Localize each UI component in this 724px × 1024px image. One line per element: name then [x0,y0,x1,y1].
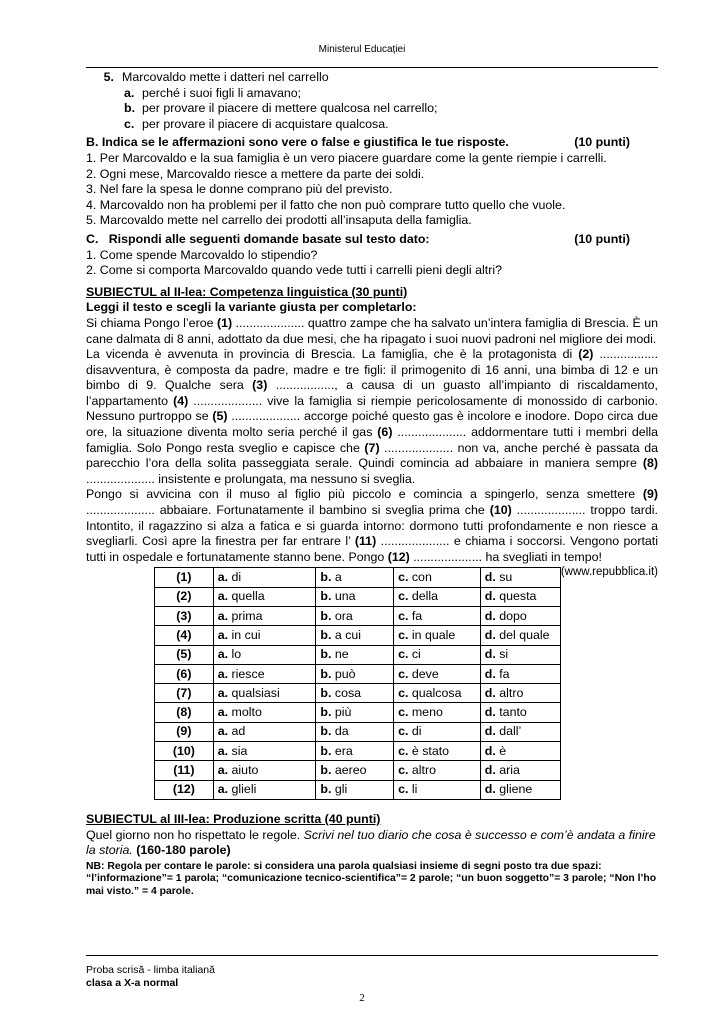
blank-number: (5) [212,409,228,424]
blank-number: (8) [642,456,658,471]
subject-title: SUBIECTUL al II-lea: Competenza linguistica (30 punti) [86,284,408,299]
answer-option: b. ora [316,607,394,626]
answer-option: c. di [394,722,481,741]
item-number: (11) [155,761,214,780]
table-row [155,684,561,703]
section-c [86,232,658,279]
answer-option: a. sia [213,742,316,761]
answer-option: a. glieli [213,780,316,799]
table-row [155,587,561,606]
list-item: 2. Ogni mese, Marcovaldo riesce a mettere da parte dei soldi. [86,166,425,181]
table-row [155,703,561,722]
list-item: 3. Nel fare la spesa le donne comprano più del previsto. [86,182,393,197]
blank-number: (12) [387,549,410,564]
text-segment: .................... ha svegliati in tempo! [409,549,602,564]
blank-number: (4) [173,393,189,408]
text-segment: .................... e chiama i soccorsi. Vengono portati tutti in ospedale e fortunatamente stanno bene. Pongo [86,534,658,564]
source-citation: (www.repubblica.it) [560,566,658,579]
answer-option: b. più [316,703,394,722]
text-segment: .................... abbaiare. Fortunatamente il bambino si sveglia prima che [86,503,490,518]
table-row [155,607,561,626]
blank-number: (7) [364,440,380,455]
answer-option: d. gliene [480,780,560,799]
answer-option: a. in cui [213,626,316,645]
page-content [86,70,658,899]
text-segment: La vicenda è avvenuta in provincia di Brescia. La famiglia, che è la protagonista di [86,347,579,362]
answer-option: d. questa [480,587,560,606]
item-number: (9) [155,722,214,741]
item-number: (6) [155,664,214,683]
answer-option: d. dopo [480,607,560,626]
answer-option: c. ci [394,645,481,664]
text-segment: Si chiama Pongo l’eroe [86,315,217,330]
question-5: 5. Marcovaldo mette i datteri nel carrello a. perché i suoi figli li amavano; b. per provare il piacere di mettere qualcosa nel carrello; c. per provare il piacere di acquistare qualcosa. [103,70,438,131]
answer-option: a. di [213,568,316,587]
option-b: per provare il piacere di mettere qualcosa nel carrello; [142,101,438,116]
answer-option: c. meno [394,703,481,722]
blank-number: (6) [377,425,393,440]
header-rule [86,67,658,68]
answer-option: b. gli [316,780,394,799]
answer-option: b. era [316,742,394,761]
answer-option: c. è stato [394,742,481,761]
section-b [86,135,658,229]
blank-number: (1) [216,315,233,330]
answer-option: c. li [394,780,481,799]
blank-number: (2) [578,347,594,362]
item-number: (3) [155,607,214,626]
answer-option: b. può [316,664,394,683]
answer-option: b. una [316,587,394,606]
list-item: 1. Per Marcovaldo e la sua famiglia è un vero piacere guardare come la gente riempie i carrelli. [86,150,607,165]
item-number: (7) [155,684,214,703]
answer-option: d. tanto [480,703,560,722]
text-segment: .................... insistente e prolungata, ma nessuno si sveglia. [86,471,416,486]
blank-number: (3) [252,378,268,393]
page-number: 2 [359,992,365,1004]
answer-option: a. qualsiasi [213,684,316,703]
item-number: (8) [155,703,214,722]
table-row [155,626,561,645]
answer-option: b. aereo [316,761,394,780]
instruction: Leggi il testo e scegli la variante giusta per completarlo: [86,300,417,315]
answer-option: d. fa [480,664,560,683]
text-segment: Pongo si avvicina con il muso al figlio più piccolo e comincia a spingerlo, senza smettere [86,487,643,502]
answer-option: a. prima [213,607,316,626]
answer-option: d. altro [480,684,560,703]
answer-option: b. ne [316,645,394,664]
answer-option: a. riesce [213,664,316,683]
writing-prompt: Quel giorno non ho rispettato le regole. Scrivi nel tuo diario che cosa è successo e com’è andata a finire la storia. (160-180 parole) [86,827,656,858]
footer [86,964,215,990]
blank-number: (10) [489,503,512,518]
item-number: (5) [155,645,214,664]
blank-number: (9) [642,487,658,502]
table-row [155,742,561,761]
answer-option: d. è [480,742,560,761]
footer-rule [86,955,658,956]
answer-table [154,567,561,800]
answer-option: a. quella [213,587,316,606]
answer-option: c. deve [394,664,481,683]
page-header: Ministerul Educației [318,44,406,55]
option-a: perché i suoi figli li amavano; [142,85,302,100]
table-row [155,722,561,741]
section-points: (10 punti) [574,135,630,150]
section-points: (10 punti) [574,231,630,246]
footer-line: Proba scrisă - limba italiană [86,964,215,976]
answer-option: a. ad [213,722,316,741]
list-item: 5. Marcovaldo mette nel carrello dei prodotti all’insaputa della famiglia. [86,213,472,228]
text-segment: .................... vive la famiglia si riempie pericolosamente di monossido di carbonio. Nessuno purtroppo se [86,393,658,424]
item-number: (2) [155,587,214,606]
answer-option: d. aria [480,761,560,780]
word-count-note: NB: Regola per contare le parole: si considera una parola qualsiasi insieme di segni posto tra due spazi: “l’informazione”= 1 parola; “comunicazione tecnico-scientifica”= 2 parole; “un buon soggetto”= 3 parole; “Non l’ho mai visto.” = 4 parole. [86,860,657,897]
answer-option: c. fa [394,607,481,626]
blank-number: (11) [354,534,377,549]
item-number: (12) [155,780,214,799]
table-row [155,664,561,683]
list-item: 2. Come si comporta Marcovaldo quando vede tutti i carrelli pieni degli altri? [86,263,502,278]
item-number: (1) [155,568,214,587]
subject-3 [86,812,658,899]
answer-option: a. aiuto [213,761,316,780]
text-segment: .................... quattro zampe che ha salvato un’intera famiglia di Brescia. È un cane dalmata di 8 anni, adottato da due mesi, che ha ripagato i suoi nuovi padroni nel migliore dei modi. [86,315,658,346]
section-title: B. Indica se le affermazioni sono vere o false e giustifica le tue risposte. [86,135,509,150]
list-item: 1. Come spende Marcovaldo lo stipendio? [86,247,318,262]
section-title: C. Rispondi alle seguenti domande basate sul testo dato: [86,231,430,246]
text-segment: .................... troppo tardi. Intontito, il ragazzino si alza a fatica e si guarda intorno: dormono tutti profondamente e non riesce a svegliarli. Così apre la finestra per far entrare l’ [86,503,658,549]
answer-option: d. del quale [480,626,560,645]
answer-option: d. si [480,645,560,664]
paragraph [86,316,658,347]
text-segment: .................... non va, anche perché è passata da parecchio l’ora della solita passeggiata serale. Quindi comincia ad abbaiare in maniera sempre [86,440,658,471]
question-text: Marcovaldo mette i datteri nel carrello [122,70,329,84]
answer-option: d. su [480,568,560,587]
item-number: (10) [155,742,214,761]
list-item: 4. Marcovaldo non ha problemi per il fatto che non può comprare tutto quello che vuole. [86,197,566,212]
answer-option: d. dall’ [480,722,560,741]
answer-option: b. da [316,722,394,741]
table-row [155,780,561,799]
answer-option: b. cosa [316,684,394,703]
table-row [155,761,561,780]
answer-option: c. in quale [394,626,481,645]
subject-title: SUBIECTUL al III-lea: Produzione scritta (40 punti) [86,811,381,826]
answer-option: c. della [394,587,481,606]
answer-option: c. qualcosa [394,684,481,703]
text-segment: .................... addormentare tutti i membri della famiglia. Solo Pongo resta sveglio e capisce che [86,425,658,455]
text-segment: .................... accorge poiché questo gas è incolore e inodore. Dopo circa due ore, la situazione diventa molto seria perché il gas [86,409,658,440]
answer-option: c. con [394,568,481,587]
text-segment: ................. disavventura, è composta da padre, madre e tre figli: il primogenito di 16 anni, una bimba di 12 e un bimbo di 9. Qualche sera [86,347,659,393]
answer-option: b. a cui [316,626,394,645]
item-number: (4) [155,626,214,645]
option-c: per provare il piacere di acquistare qualcosa. [142,116,389,131]
subject-2 [86,285,658,800]
answer-option: b. a [316,568,394,587]
text-segment: ................., a causa di un guasto all’impianto di riscaldamento, l’appartamento [86,378,659,408]
paragraph [86,347,658,487]
table-row [155,568,561,587]
footer-line: clasa a X-a normal [86,977,179,989]
answer-option: a. molto [213,703,316,722]
answer-option: c. altro [394,761,481,780]
table-row [155,645,561,664]
answer-option: a. lo [213,645,316,664]
